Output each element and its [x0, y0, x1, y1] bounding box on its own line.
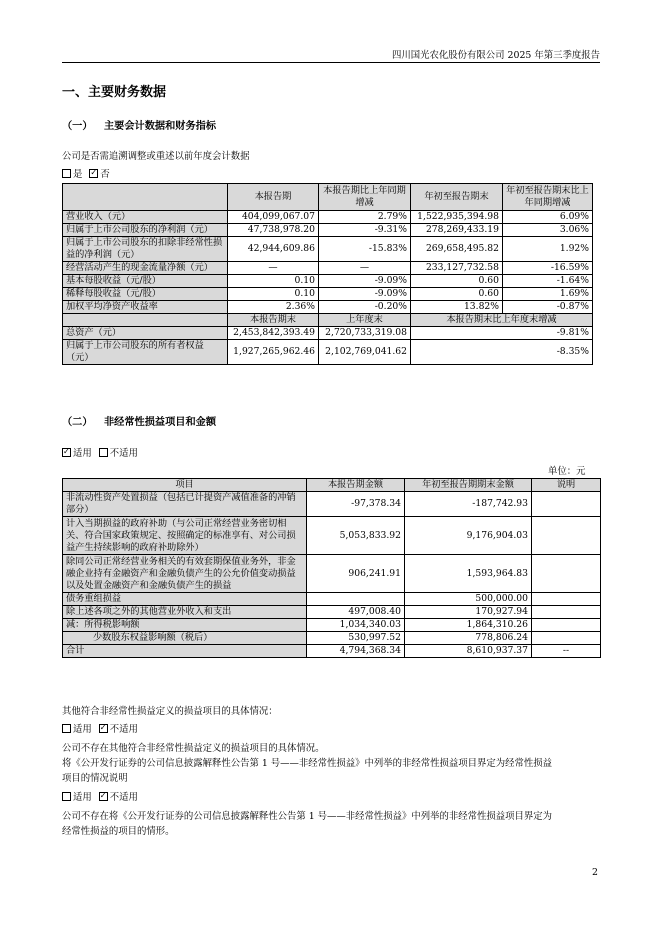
- value-cell: 1,522,935,394.98: [411, 211, 503, 224]
- value-cell: 47,738,978.20: [228, 224, 319, 237]
- value-cell: -16.59%: [503, 262, 593, 275]
- value-cell: 2,453,842,393.49: [228, 327, 319, 340]
- row-label: 经营活动产生的现金流量净额（元）: [63, 262, 228, 275]
- subsection-title-1: [62, 117, 216, 132]
- page-number: 2: [592, 867, 598, 878]
- value-cell: 906,241.91: [307, 555, 405, 593]
- checkbox-apply-icon[interactable]: [62, 724, 71, 733]
- value-cell: 2.36%: [228, 301, 319, 314]
- value-cell: 778,806.24: [405, 632, 532, 645]
- note-cell: [532, 492, 601, 517]
- value-cell: 0.10: [228, 275, 319, 288]
- checkbox-not-apply-checked-icon[interactable]: [99, 792, 108, 801]
- table-row: [63, 645, 601, 658]
- option-not-apply-label: 不适用: [109, 724, 138, 735]
- subsection-number: （二）: [62, 417, 93, 428]
- note-cell: [532, 517, 601, 555]
- row-label: 除上述各项之外的其他营业外收入和支出: [63, 606, 307, 619]
- option-apply-label: 适用: [73, 724, 92, 735]
- value-cell: 3.06%: [503, 224, 593, 237]
- option-not-apply-label: 不适用: [109, 792, 138, 803]
- header-cell: 年初至报告期末比上年同期增减: [503, 184, 593, 211]
- header-cell: 本报告期比上年同期增减: [319, 184, 411, 211]
- table-header-row: [63, 314, 593, 327]
- unit-label: 单位：元: [548, 466, 586, 477]
- table-row: [63, 288, 593, 301]
- row-label: 归属于上市公司股东的所有者权益（元）: [63, 340, 228, 365]
- value-cell: 2,102,769,041.62: [319, 340, 411, 365]
- value-cell: 4,794,368.34: [307, 645, 405, 658]
- value-cell: -9.09%: [319, 288, 411, 301]
- value-cell: 1,864,310.26: [405, 619, 532, 632]
- value-cell: 2,720,733,319.08: [319, 327, 411, 340]
- row-label: 计入当期损益的政府补助（与公司正常经营业务密切相关、符合国家政策规定、按照确定的标准享有、对公司损益产生持续影响的政府补助除外）: [63, 517, 307, 555]
- value-cell: 5,053,833.92: [307, 517, 405, 555]
- table-row: [63, 237, 593, 262]
- value-cell: 0.60: [411, 288, 503, 301]
- note-cell: [532, 555, 601, 593]
- header-rule: [62, 62, 600, 63]
- table-row: [63, 327, 593, 340]
- header-cell: 本报告期金额: [307, 479, 405, 492]
- row-label: 除同公司正常经营业务相关的有效套期保值业务外，非金融企业持有金融资产和金融负债产生的公允价值变动损益以及处置金融资产和金融负债产生的损益: [63, 555, 307, 593]
- value-cell: 278,269,433.19: [411, 224, 503, 237]
- subsection-title-2: [62, 413, 216, 428]
- header-cell: 本报告期末比上年度末增减: [411, 314, 593, 327]
- value-cell: 1.69%: [503, 288, 593, 301]
- apply-options-1: [62, 445, 138, 459]
- retro-options: [62, 166, 110, 180]
- value-cell: 500,000.00: [405, 593, 532, 606]
- value-cell: 233,127,732.58: [411, 262, 503, 275]
- header-cell: 说明: [532, 479, 601, 492]
- checkbox-no-checked-icon[interactable]: [89, 169, 98, 178]
- header-cell: 项目: [63, 479, 307, 492]
- checkbox-apply-checked-icon[interactable]: [62, 448, 71, 457]
- option-apply-label: 适用: [73, 792, 92, 803]
- value-cell: 1,927,265,962.46: [228, 340, 319, 365]
- value-cell: 1,593,964.83: [405, 555, 532, 593]
- table-row: [63, 492, 601, 517]
- subsection-label: 非经常性损益项目和金额: [104, 417, 217, 428]
- value-cell: 269,658,495.82: [411, 237, 503, 262]
- value-cell: -9.31%: [319, 224, 411, 237]
- note-cell: [532, 632, 601, 645]
- table-row: [63, 555, 601, 593]
- table-row: [63, 275, 593, 288]
- note-cell: [532, 619, 601, 632]
- header-cell: 上年度末: [319, 314, 411, 327]
- value-cell: 9,176,904.03: [405, 517, 532, 555]
- table-row: [63, 517, 601, 555]
- value-cell: -0.20%: [319, 301, 411, 314]
- row-label: 加权平均净资产收益率: [63, 301, 228, 314]
- table-header-row: [63, 184, 593, 211]
- option-apply-label: 适用: [73, 448, 92, 459]
- table-row: [63, 632, 601, 645]
- option-yes-label: 是: [73, 169, 83, 180]
- checkbox-not-apply-icon[interactable]: [99, 448, 108, 457]
- note-other-text: 公司不存在其他符合非经常性损益定义的损益项目的具体情况。: [62, 743, 325, 754]
- nonrecurring-table: [62, 478, 601, 658]
- note-cell: [532, 606, 601, 619]
- table-row: [63, 593, 601, 606]
- value-cell: —: [228, 262, 319, 275]
- value-cell: 0.60: [411, 275, 503, 288]
- table-row: [63, 619, 601, 632]
- option-no-label: 否: [100, 169, 110, 180]
- checkbox-yes-icon[interactable]: [62, 169, 71, 178]
- note-other: 其他符合非经常性损益定义的损益项目的具体情况：: [62, 706, 278, 717]
- row-label: 合计: [63, 645, 307, 658]
- value-cell: -15.83%: [319, 237, 411, 262]
- apply-options-2: [62, 721, 138, 735]
- value-cell: -187,742.93: [405, 492, 532, 517]
- row-label: 营业收入（元）: [63, 211, 228, 224]
- note-reclass-question-1: 将《公开发行证券的公司信息披露解释性公告第 1 号——非经常性损益》中列举的非经常性损益项目界定为经常性损益: [62, 758, 553, 769]
- checkbox-apply-icon[interactable]: [62, 792, 71, 801]
- section-title: 一、主要财务数据: [62, 85, 167, 100]
- value-cell: 1,034,340.03: [307, 619, 405, 632]
- value-cell: -0.87%: [503, 301, 593, 314]
- row-label: 归属于上市公司股东的扣除非经常性损益的净利润（元）: [63, 237, 228, 262]
- key-financial-table: [62, 183, 593, 365]
- value-cell: 1.92%: [503, 237, 593, 262]
- note-reclass-answer-1: 公司不存在将《公开发行证券的公司信息披露解释性公告第 1 号——非经常性损益》中列举的非经常性损益项目界定为: [62, 811, 553, 822]
- header-cell: [63, 184, 228, 211]
- value-cell: 530,997.52: [307, 632, 405, 645]
- header-cell: 年初至报告期期末金额: [405, 479, 532, 492]
- note-cell: [532, 593, 601, 606]
- row-label: 总资产（元）: [63, 327, 228, 340]
- table-row: [63, 606, 601, 619]
- value-cell: 8,610,937.37: [405, 645, 532, 658]
- note-cell: --: [532, 645, 601, 658]
- value-cell: 497,008.40: [307, 606, 405, 619]
- value-cell: 404,099,067.07: [228, 211, 319, 224]
- row-label: 减：所得税影响额: [63, 619, 307, 632]
- value-cell: 42,944,609.86: [228, 237, 319, 262]
- apply-options-3: [62, 789, 138, 803]
- value-cell: —: [319, 262, 411, 275]
- table-row: [63, 211, 593, 224]
- value-cell: 6.09%: [503, 211, 593, 224]
- page-header: 四川国光农化股份有限公司 2025 年第三季度报告: [392, 50, 600, 61]
- value-cell: 0.10: [228, 288, 319, 301]
- header-cell: 本报告期: [228, 184, 319, 211]
- table-row: [63, 262, 593, 275]
- value-cell: -97,378.34: [307, 492, 405, 517]
- value-cell: -1.64%: [503, 275, 593, 288]
- value-cell: 13.82%: [411, 301, 503, 314]
- table-row: [63, 340, 593, 365]
- note-reclass-answer-2: 经常性损益的项目的情形。: [62, 826, 175, 837]
- row-label: 债务重组损益: [63, 593, 307, 606]
- value-cell: 2.79%: [319, 211, 411, 224]
- subsection-label: 主要会计数据和财务指标: [104, 121, 217, 132]
- table-header-row: [63, 479, 601, 492]
- row-label: 稀释每股收益（元/股）: [63, 288, 228, 301]
- header-cell: 年初至报告期末: [411, 184, 503, 211]
- value-cell: [307, 593, 405, 606]
- table-row: [63, 224, 593, 237]
- value-cell: -9.81%: [411, 327, 593, 340]
- value-cell: -9.09%: [319, 275, 411, 288]
- row-label: 归属于上市公司股东的净利润（元）: [63, 224, 228, 237]
- row-label: 非流动性资产处置损益（包括已计提资产减值准备的冲销部分）: [63, 492, 307, 517]
- subsection-number: （一）: [62, 121, 93, 132]
- row-label: 少数股东权益影响额（税后）: [63, 632, 307, 645]
- note-reclass-question-2: 项目的情况说明: [62, 773, 128, 784]
- checkbox-not-apply-checked-icon[interactable]: [99, 724, 108, 733]
- row-label: 基本每股收益（元/股）: [63, 275, 228, 288]
- table-row: [63, 301, 593, 314]
- option-not-apply-label: 不适用: [109, 448, 138, 459]
- header-cell: 本报告期末: [228, 314, 319, 327]
- value-cell: -8.35%: [411, 340, 593, 365]
- value-cell: 170,927.94: [405, 606, 532, 619]
- header-cell: [63, 314, 228, 327]
- retro-question: 公司是否需追溯调整或重述以前年度会计数据: [62, 151, 250, 162]
